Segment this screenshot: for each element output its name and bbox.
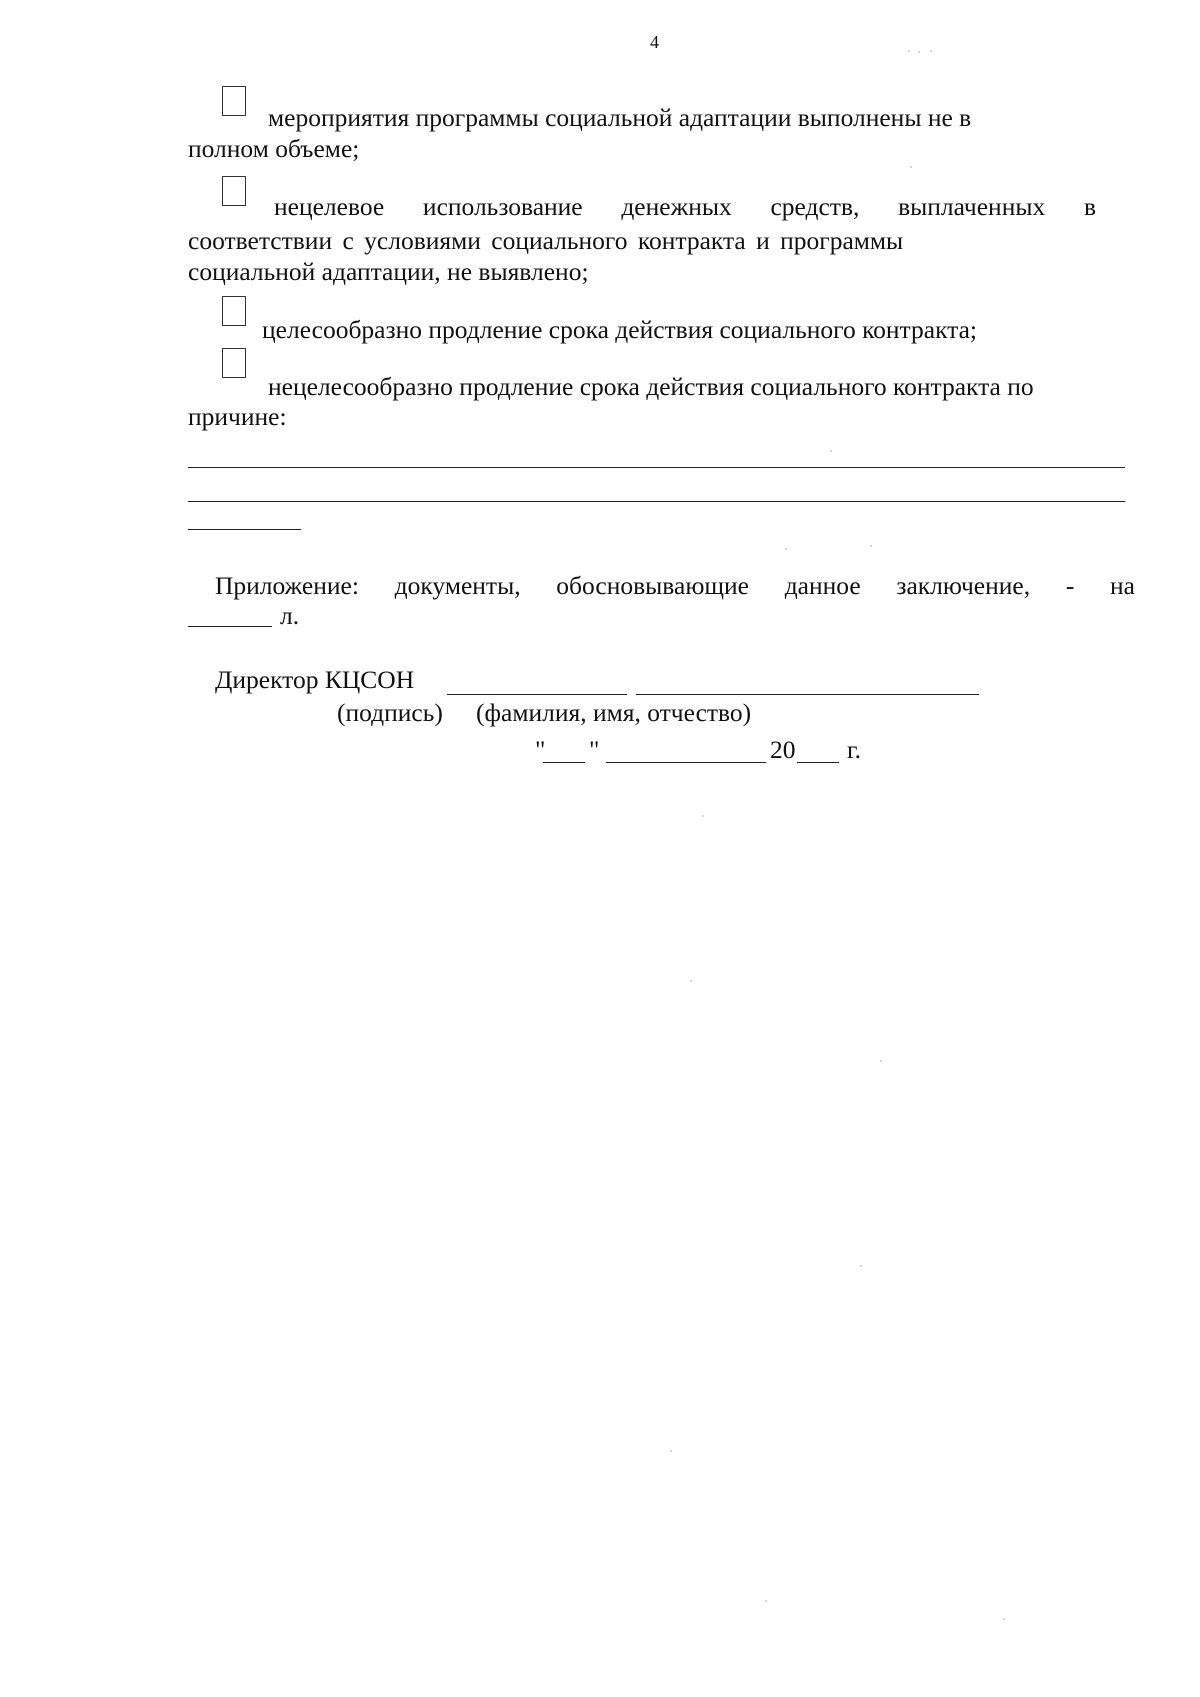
scan-speck — [930, 50, 932, 52]
signature-label: Директор КЦСОН — [215, 665, 415, 694]
date-open-quote: " — [535, 735, 546, 764]
date-close-quote: " — [589, 735, 600, 764]
item-3-line-1: целесообразно продление срока действия социального контракта; — [262, 315, 977, 344]
signature-caption: (подпись) — [337, 698, 443, 727]
item-2-line-3: социальной адаптации, не выявлено; — [188, 257, 589, 286]
item-4-line-1: нецелесообразно продление срока действия социального контракта по — [268, 372, 1034, 401]
item-1-line-2: полном объеме; — [188, 134, 360, 163]
date-year-blank[interactable] — [797, 762, 839, 763]
reason-line-2[interactable] — [188, 501, 1125, 502]
attachment-pages-blank[interactable] — [188, 626, 272, 627]
item-4-line-2: причине: — [188, 402, 287, 431]
date-day-blank[interactable] — [543, 762, 585, 763]
full-name-caption: (фамилия, имя, отчество) — [476, 698, 752, 727]
scan-speck — [910, 166, 912, 168]
full-name-blank[interactable] — [636, 694, 979, 695]
scan-speck — [765, 1600, 767, 1602]
signature-blank[interactable] — [447, 694, 627, 695]
item-1-line-1: мероприятия программы социальной адаптации выполнены не в — [268, 103, 972, 132]
scan-speck — [702, 815, 704, 817]
item-2-line-1: нецелевое использование денежных средств, выплаченных в — [274, 192, 1096, 221]
scan-speck — [880, 1060, 882, 1062]
reason-line-1[interactable] — [188, 467, 1125, 468]
attachment-line-1: Приложение: документы, обосновывающие данное заключение, - на — [215, 571, 1135, 600]
checkbox-extension-advisable[interactable] — [222, 296, 246, 326]
reason-line-3[interactable] — [188, 529, 301, 530]
scan-speck — [860, 1265, 862, 1267]
scan-speck — [690, 980, 692, 982]
checkbox-program-not-complete[interactable] — [222, 86, 246, 116]
scan-speck — [908, 50, 910, 52]
page-number: 4 — [650, 32, 659, 52]
item-2-line-2: соответствии с условиями социального контракта и программы — [188, 226, 904, 255]
scan-speck — [918, 51, 920, 53]
scan-speck — [830, 450, 832, 452]
date-month-blank[interactable] — [606, 762, 766, 763]
attachment-pages-unit: л. — [280, 601, 300, 630]
checkbox-misuse-not-found[interactable] — [222, 176, 246, 206]
scan-speck — [870, 545, 872, 547]
scan-speck — [670, 1450, 672, 1452]
date-year-prefix: 20 — [770, 735, 796, 764]
checkbox-extension-not-advisable[interactable] — [222, 348, 246, 378]
scan-speck — [785, 548, 787, 550]
date-year-suffix: г. — [847, 735, 861, 764]
scan-speck — [1003, 1618, 1005, 1620]
